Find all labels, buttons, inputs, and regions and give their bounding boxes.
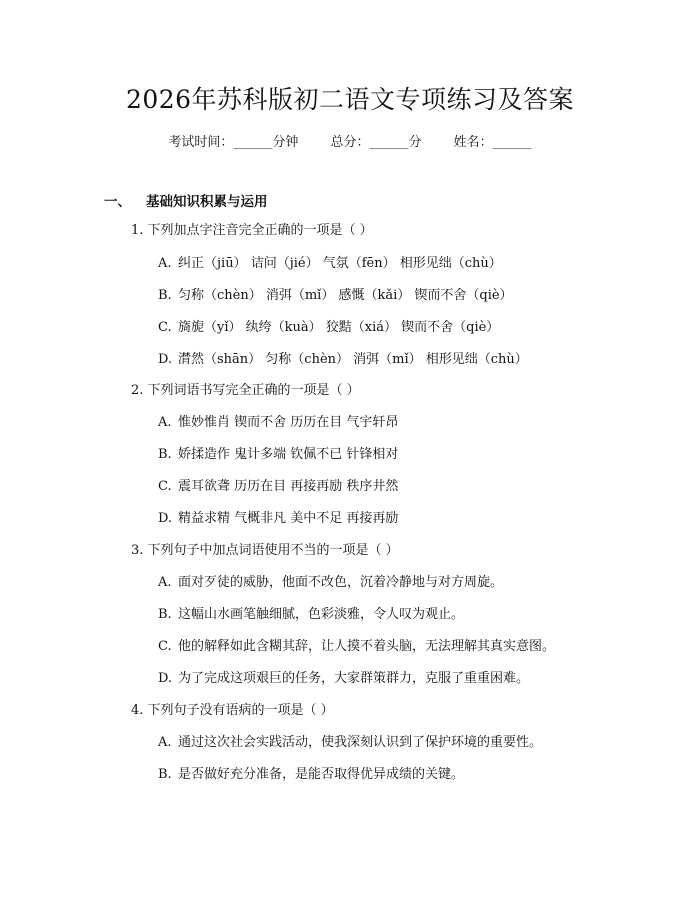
option-text: 惟妙惟肖 锲而不舍 历历在目 气宇轩昂 [178,415,399,430]
option-letter: D. [158,511,173,526]
option-letter: B. [158,288,172,303]
option-letter: A. [158,575,172,590]
option-text: 面对歹徒的威胁，他面不改色，沉着冷静地与对方周旋。 [178,575,504,590]
question-3-option-a [158,575,503,591]
option-letter: C. [158,320,172,335]
question-2-option-c [158,479,398,495]
document-title: 2026年苏科版初二语文专项练习及答案 [125,85,575,114]
option-letter: B. [158,767,172,782]
option-text: 匀称（chèn） 消弭（mǐ） 感慨（kǎi） 锲而不舍（qiè） [178,288,513,303]
question-1-option-c [158,320,499,336]
question-4-option-b [158,767,464,783]
option-text: 震耳欲聋 历历在目 再接再励 秩序井然 [178,479,399,494]
option-letter: A. [158,415,172,430]
question-1-option-a [158,256,502,272]
section-heading [104,190,268,210]
option-text: 旖旎（yǐ） 纨绔（kuà） 狡黠（xiá） 锲而不舍（qiè） [178,320,500,335]
question-3-option-c [158,639,555,655]
question-1-stem: 1. 下列加点字注音完全正确的一项是（ ） [131,223,373,238]
total-score-field: 总分：______分 [330,135,422,150]
option-text: 为了完成这项艰巨的任务，大家群策群力，克服了重重困难。 [178,671,530,686]
option-letter: B. [158,447,172,462]
student-name-field: 姓名：______ [453,135,532,150]
option-letter: D. [158,352,173,367]
option-letter: D. [158,671,173,686]
exam-time-field: 考试时间：______分钟 [168,135,299,150]
question-3-stem: 3. 下列句子中加点词语使用不当的一项是（ ） [131,543,399,558]
option-text: 这幅山水画笔触细腻，色彩淡雅，令人叹为观止。 [178,607,465,622]
question-2-option-d [158,511,398,527]
question-2-option-b [158,447,398,463]
question-1-option-b [158,288,513,304]
question-4-stem: 4. 下列句子没有语病的一项是（ ） [131,703,334,718]
exam-info-bar [0,131,700,150]
option-letter: A. [158,256,172,271]
section-number: 一、 [104,194,131,210]
option-text: 潸然（shān） 匀称（chèn） 消弭（mǐ） 相形见绌（chù） [178,352,528,367]
option-text: 精益求精 气概非凡 美中不足 再接再励 [178,511,399,526]
option-letter: C. [158,639,172,654]
question-1-option-d [158,352,528,368]
option-text: 娇揉造作 鬼计多端 钦佩不已 针锋相对 [178,447,399,462]
question-2-option-a [158,415,398,431]
section-title: 基础知识积累与运用 [146,194,268,210]
question-3-option-d [158,671,529,687]
option-text: 是否做好充分准备，是能否取得优异成绩的关键。 [178,767,465,782]
option-text: 纠正（jiū） 诘问（jié） 气氛（fēn） 相形见绌（chù） [178,256,502,271]
option-text: 通过这次社会实践活动，使我深刻认识到了保护环境的重要性。 [178,735,543,750]
option-text: 他的解释如此含糊其辞，让人摸不着头脑，无法理解其真实意图。 [178,639,556,654]
option-letter: C. [158,479,172,494]
option-letter: B. [158,607,172,622]
option-letter: A. [158,735,172,750]
question-2-stem: 2. 下列词语书写完全正确的一项是（ ） [131,383,360,398]
question-3-option-b [158,607,464,623]
question-4-option-a [158,735,542,751]
